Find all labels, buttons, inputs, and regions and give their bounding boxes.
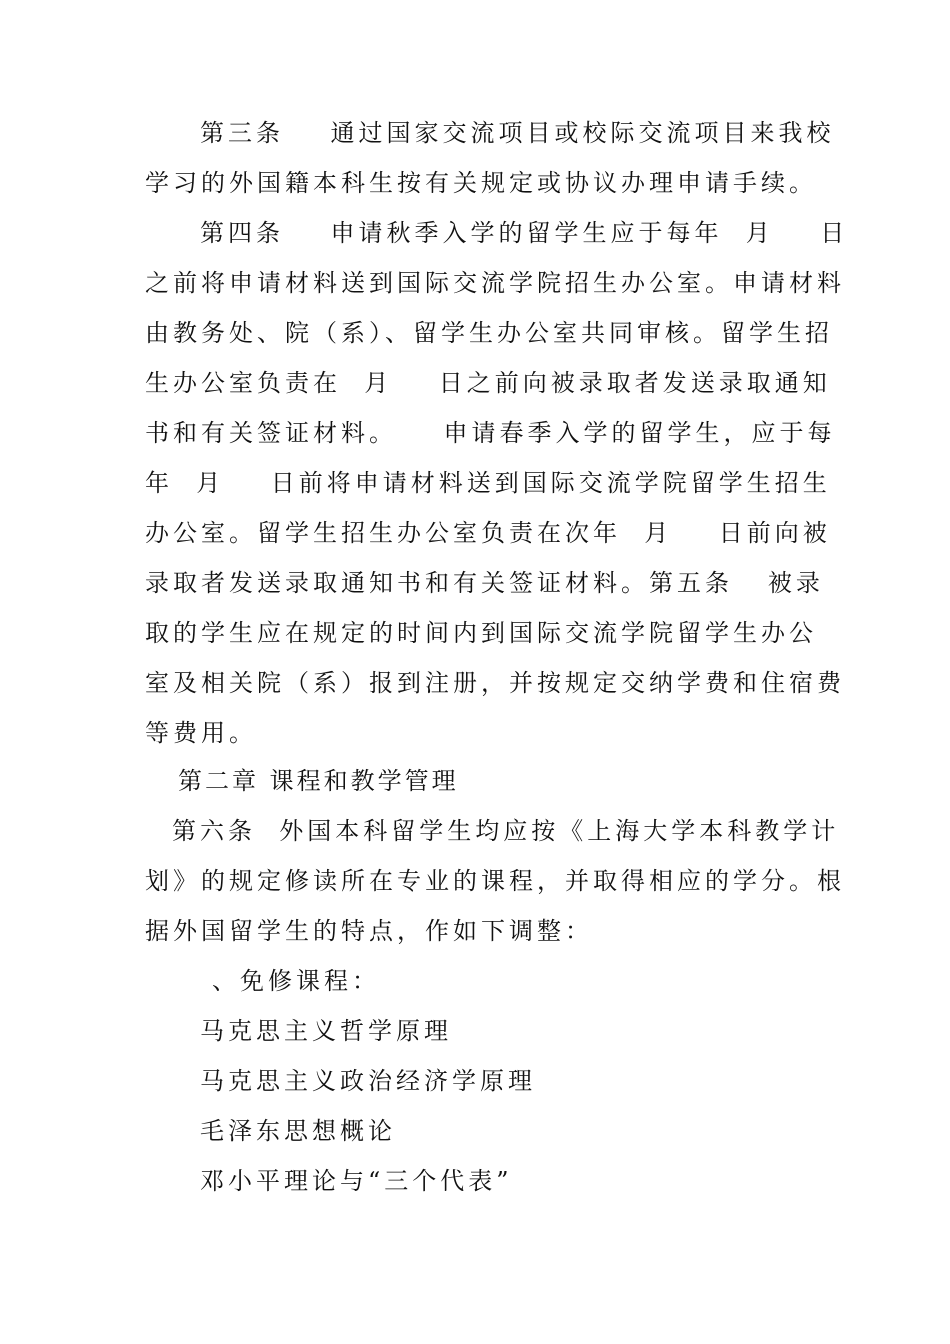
article-4-line-2: 之前将申请材料送到国际交流学院招生办公室。申请材料 (145, 269, 845, 297)
course-item: 马克思主义政治经济学原理 (200, 1067, 536, 1095)
article-4-line-1: 第四条 申请秋季入学的留学生应于每年 月 日 (200, 219, 849, 247)
article-4-line-4: 生办公室负责在 月 日之前向被录取者发送录取通知 (145, 369, 831, 397)
article-5-line-2: 室及相关院（系）报到注册，并按规定交纳学费和住宿费 (145, 669, 845, 697)
article-3-line-1: 第三条 通过国家交流项目或校际交流项目来我校 (200, 119, 835, 147)
article-5-line-3: 等费用。 (145, 719, 257, 747)
article-4-line-8: 录取者发送录取通知书和有关签证材料。第五条 被录 (145, 569, 824, 597)
article-5-line-1: 取的学生应在规定的时间内到国际交流学院留学生办公 (145, 619, 817, 647)
course-item: 马克思主义哲学原理 (200, 1017, 452, 1045)
chapter-heading: 第二章 课程和教学管理 (178, 767, 459, 795)
course-item: 毛泽东思想概论 (200, 1117, 396, 1145)
article-6-line-2: 划》的规定修读所在专业的课程，并取得相应的学分。根 (145, 867, 845, 895)
exempt-courses-heading: 、免修课程： (212, 967, 380, 995)
article-4-line-5: 书和有关签证材料。 申请春季入学的留学生，应于每 (145, 419, 836, 447)
article-4-line-3: 由教务处、院（系）、留学生办公室共同审核。留学生招 (145, 319, 833, 347)
course-item: 邓小平理论与“三个代表” (200, 1167, 513, 1195)
article-6-line-1: 第六条 外国本科留学生均应按《上海大学本科教学计 (172, 817, 840, 845)
article-6-line-3: 据外国留学生的特点，作如下调整： (145, 917, 593, 945)
article-4-line-6: 年 月 日前将申请材料送到国际交流学院留学生招生 (145, 469, 831, 497)
article-3-line-2: 学习的外国籍本科生按有关规定或协议办理申请手续。 (145, 169, 817, 197)
article-4-line-7: 办公室。留学生招生办公室负责在次年 月 日前向被 (145, 519, 831, 547)
